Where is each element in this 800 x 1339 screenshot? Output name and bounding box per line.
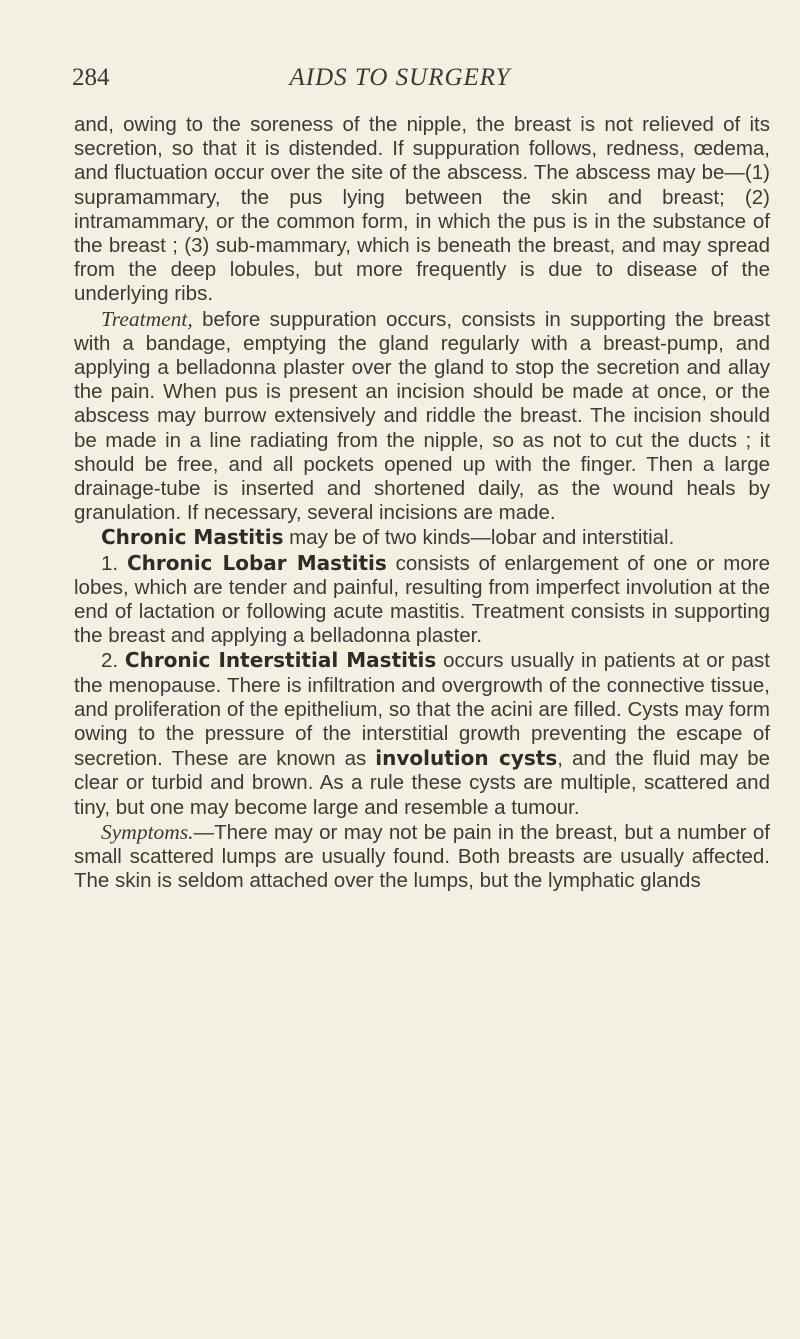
- paragraph-treatment: [74, 307, 770, 526]
- symptoms-heading: Symptoms.: [101, 819, 194, 844]
- paragraph-text: and, owing to the soreness of the nipple, the breast is not relieved of its secretion, so that it is distended. If suppuration follows, redness, œdema, and fluctuation occur over the site of the abscess. The abscess may be—(1) supramammary, the pus lying between the skin and breast; (2) intramammary, or the common form, in which the pus is in the substance of the breast ; (3) sub-mammary, which is beneath the breast, and may spread from the deep lobules, but more frequently is due to disease of the underlying ribs.: [74, 113, 770, 306]
- chronic-lobar-mastitis-heading: Chronic Lobar Mastitis: [126, 550, 387, 575]
- chronic-interstitial-mastitis-heading: Chronic Interstitial Mastitis: [124, 648, 437, 673]
- chronic-mastitis-heading: Chronic Mastitis: [101, 525, 284, 550]
- running-title: AIDS TO SURGERY: [289, 64, 511, 91]
- item-number: 1.: [101, 551, 127, 575]
- paragraph-chronic-interstitial-mastitis: [74, 648, 770, 819]
- treatment-heading: Treatment,: [101, 306, 193, 331]
- running-head: [0, 56, 800, 96]
- page-number: 284: [72, 64, 110, 91]
- paragraph-text: consists of enlargement of one or more lobes, which are tender and painful, resulting from imperfect involution at the end of lactation or following acute mastitis. Treatment consists in supporting the breast and applying a belladonna plaster.: [74, 551, 770, 648]
- paragraph-text: occurs usually in patients at or past the menopause. There is infiltration and overgrowth of the connective tissue, and proliferation of the epithelium, so that the acini are filled. Cysts may form owing to the pressure of the interstitial growth preventing the escape of secretion. These are known as: [74, 649, 770, 771]
- paragraph-text: may be of two kinds—lobar and interstitial.: [283, 526, 675, 550]
- body-text: [74, 113, 770, 894]
- paragraph-chronic-mastitis: [74, 525, 770, 550]
- paragraph-text: —There may or may not be pain in the breast, but a number of small scattered lumps are usually found. Both breasts are usually affected. The skin is seldom attached over the lumps, but the lymphatic glands: [74, 820, 770, 893]
- paragraph-abscess-types: [74, 113, 770, 307]
- paragraph-text: , and the fluid may be clear or turbid and brown. As a rule these cysts are multiple, scattered and tiny, but one may become large and resemble a tumour.: [74, 747, 771, 819]
- paragraph-text: before suppuration occurs, consists in supporting the breast with a bandage, emptying the gland regularly with a breast-pump, and applying a belladonna plaster over the gland to stop the secretion and allay the pain. When pus is present an incision should be made at once, or the abscess may burrow extensively and riddle the breast. The incision should be made in a line radiating from the nipple, so as not to cut the ducts ; it should be free, and all pockets opened up with the finger. Then a large drainage-tube is inserted and shortened daily, as the wound heals by granulation. If necessary, several incisions are made.: [74, 307, 770, 525]
- item-number: 2.: [101, 649, 125, 673]
- paragraph-chronic-lobar-mastitis: [74, 551, 770, 649]
- involution-cysts-term: involution cysts: [375, 746, 558, 771]
- paragraph-symptoms: [74, 820, 770, 894]
